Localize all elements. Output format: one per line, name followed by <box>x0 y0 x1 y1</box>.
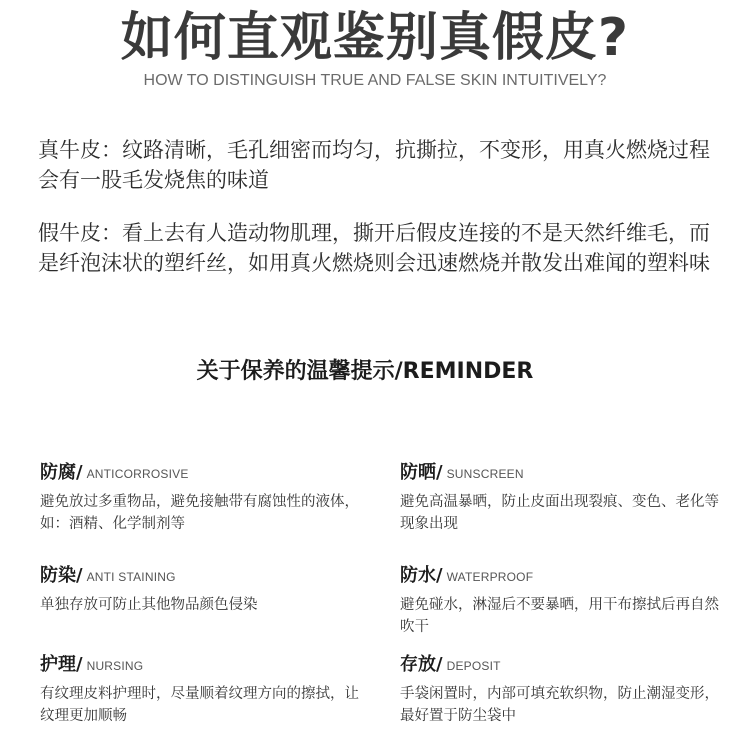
tip-title: 护理/ <box>40 654 83 675</box>
tip-body: 手袋闲置时，内部可填充软织物，防止潮湿变形，最好置于防尘袋中 <box>400 686 719 724</box>
tip-body: 有纹理皮料护理时，尽量顺着纹理方向的擦拭，让纹理更加顺畅 <box>40 686 359 724</box>
tip-body: 单独存放可防止其他物品颜色侵染 <box>40 597 258 613</box>
tip-english-label: ANTICORROSIVE <box>86 467 189 481</box>
tip-body: 避免高温暴晒，防止皮面出现裂痕、变色、老化等现象出现 <box>400 494 719 532</box>
tip-anti-staining <box>40 564 370 616</box>
tip-nursing <box>40 653 370 727</box>
tip-deposit <box>400 653 730 727</box>
tip-english-label: ANTI STAINING <box>86 570 176 584</box>
tip-english-label: NURSING <box>86 659 144 673</box>
tip-sunscreen <box>400 461 730 535</box>
tip-anticorrosive <box>40 461 370 535</box>
tip-english-label: SUNSCREEN <box>446 467 524 481</box>
fake-leather-description: 假牛皮：看上去有人造动物肌理，撕开后假皮连接的不是天然纤维毛，而是纤泡沫状的塑纤丝，如用真火燃烧则会迅速燃烧并散发出难闻的塑料味 <box>38 221 710 275</box>
tip-title: 存放/ <box>400 654 443 675</box>
tip-english-label: DEPOSIT <box>446 659 501 673</box>
tip-body: 避免碰水，淋湿后不要暴晒，用干布擦拭后再自然吹干 <box>400 597 719 635</box>
tip-english-label: WATERPROOF <box>446 570 534 584</box>
tip-waterproof <box>400 564 730 638</box>
tip-title: 防腐/ <box>40 462 83 483</box>
page-title: 如何直观鉴别真假皮? <box>120 8 630 68</box>
page-subtitle: HOW TO DISTINGUISH TRUE AND FALSE SKIN INTUITIVELY? <box>143 72 607 89</box>
reminder-heading: 关于保养的温馨提示/REMINDER <box>196 359 534 384</box>
genuine-leather-description: 真牛皮：纹路清晰，毛孔细密而均匀，抗撕拉，不变形，用真火燃烧过程会有一股毛发烧焦的味道 <box>38 138 710 192</box>
tip-body: 避免放过多重物品，避免接触带有腐蚀性的液体，如：酒精、化学制剂等 <box>40 494 359 532</box>
tip-title: 防水/ <box>400 565 443 586</box>
tip-title: 防晒/ <box>400 462 443 483</box>
tip-title: 防染/ <box>40 565 83 586</box>
